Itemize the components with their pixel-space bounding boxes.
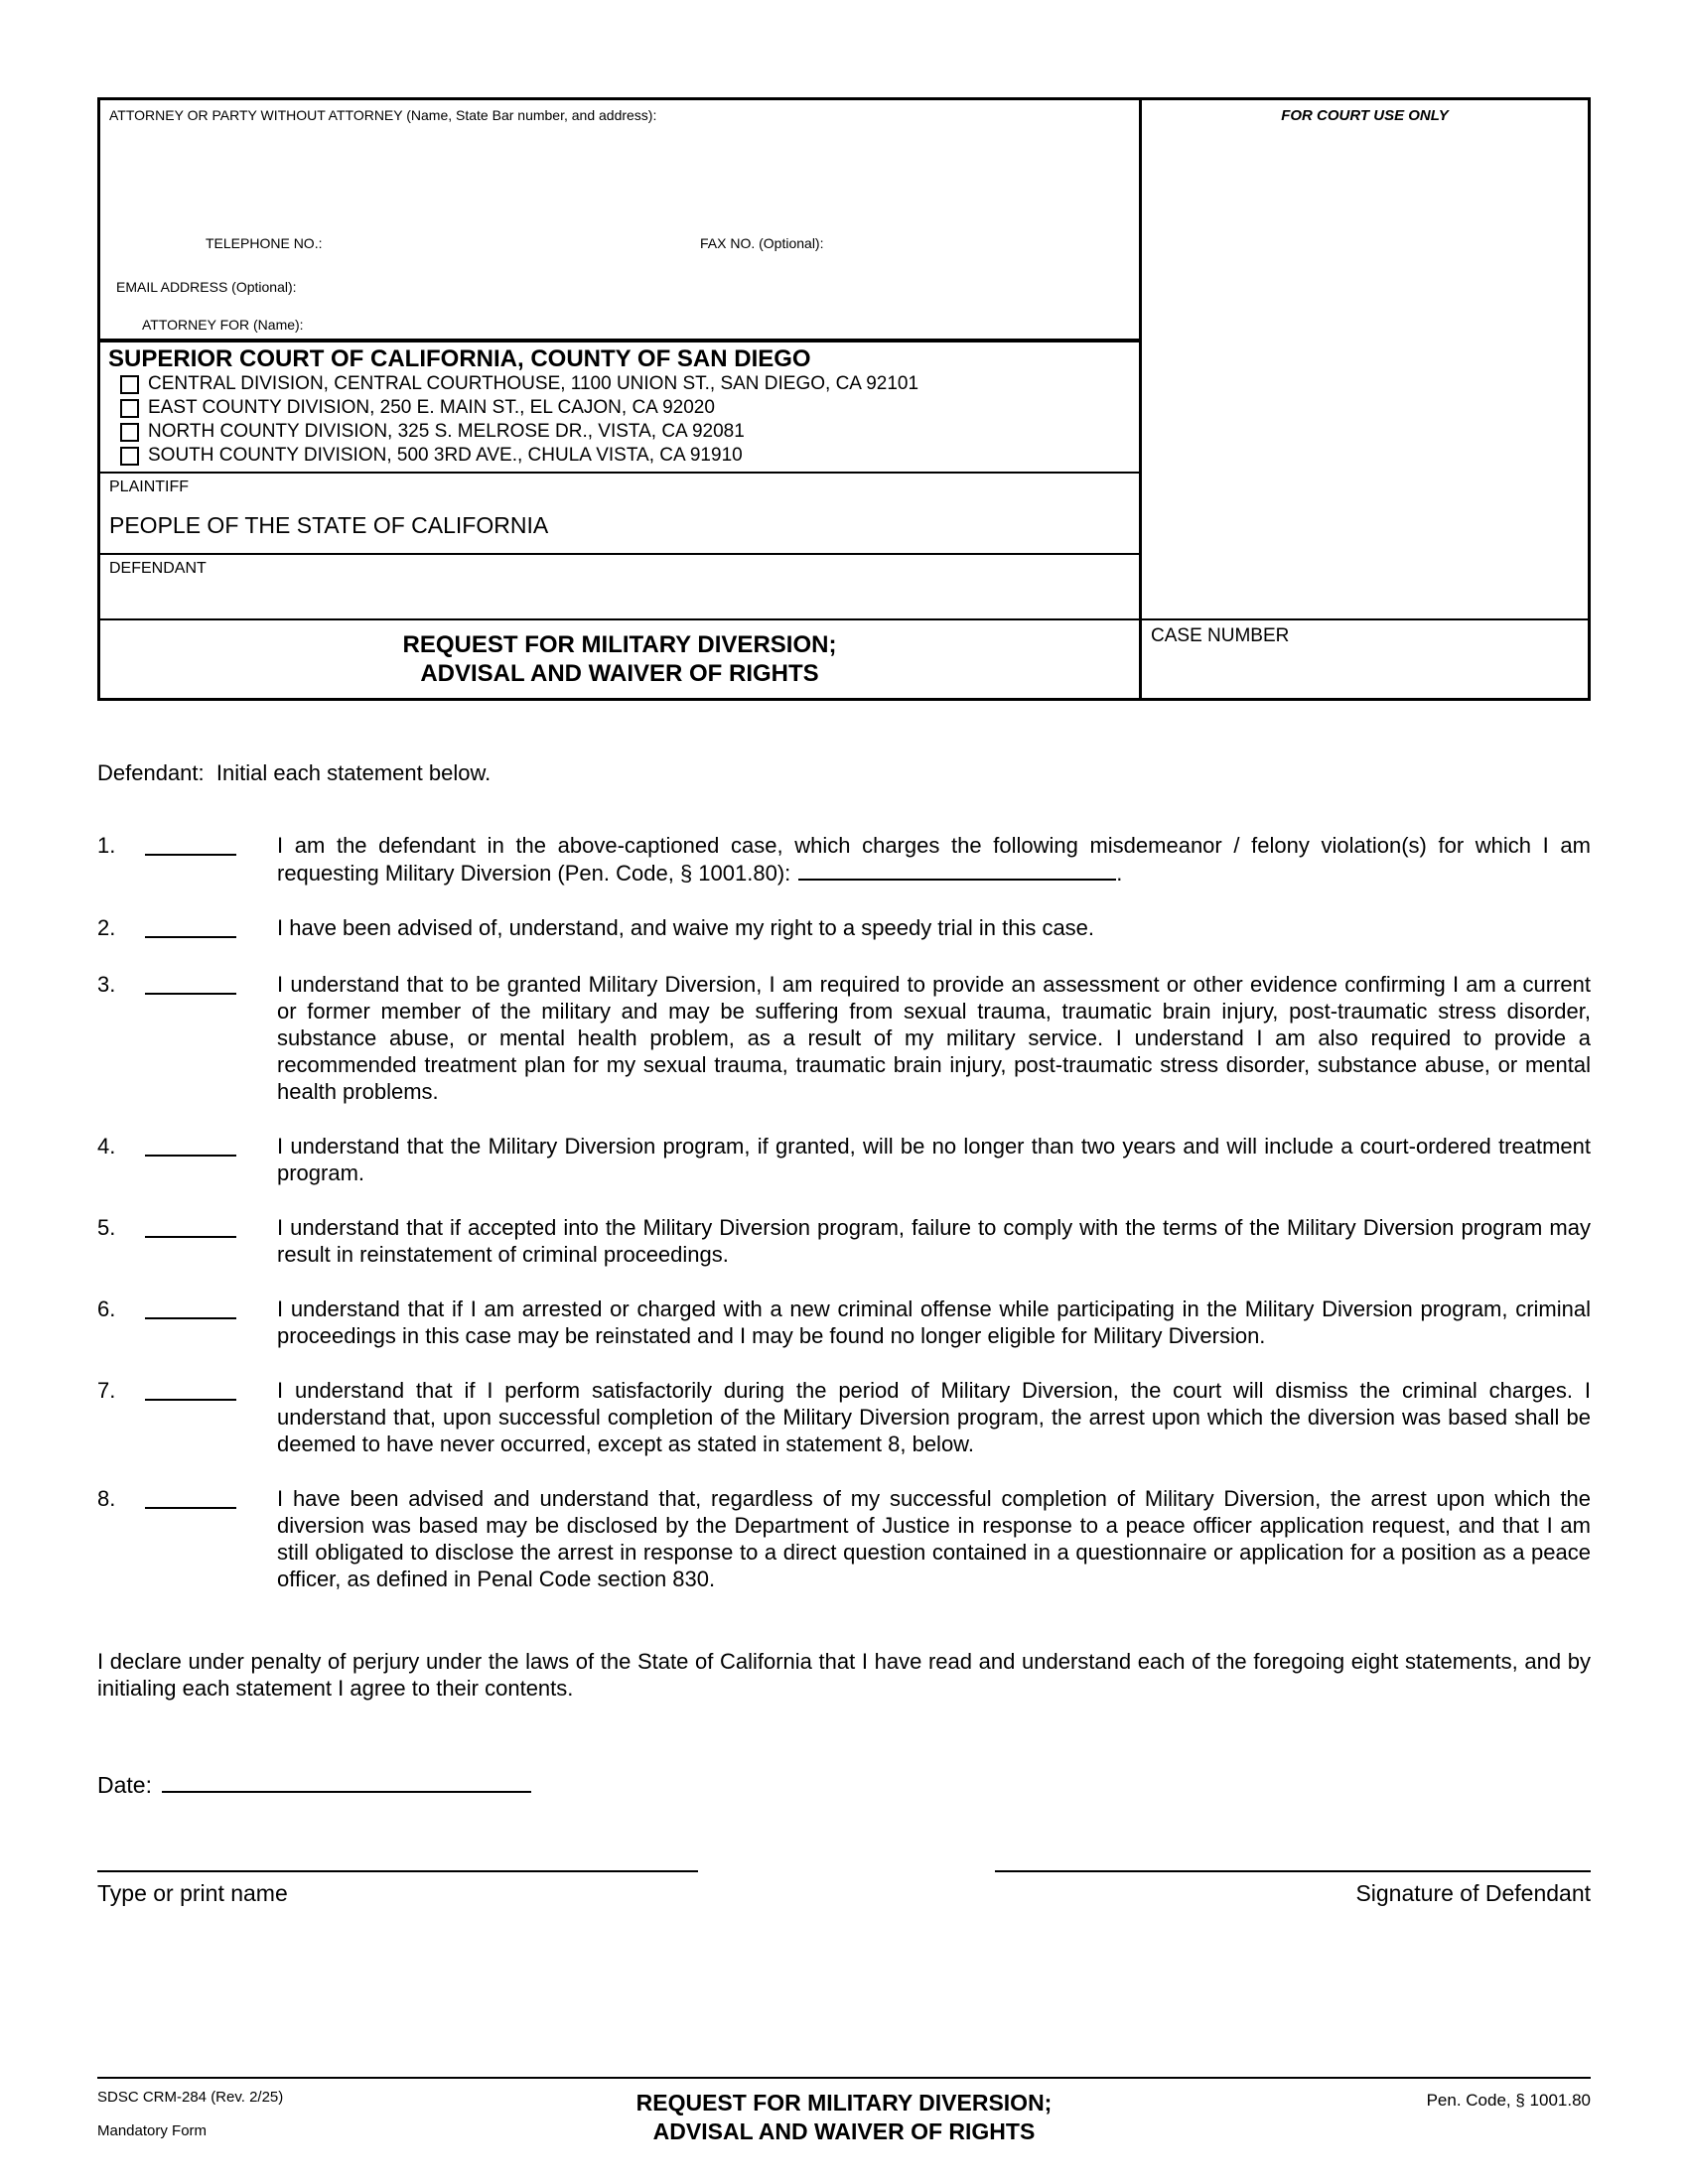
division-checkbox[interactable]: [120, 399, 139, 418]
initial-field[interactable]: [145, 1377, 236, 1401]
plaintiff-label: PLAINTIFF: [109, 478, 190, 495]
initial-cell: [145, 832, 239, 887]
footer-title-line1: REQUEST FOR MILITARY DIVERSION;: [635, 2090, 1053, 2116]
footer-form-info: [97, 2089, 405, 2139]
initial-field[interactable]: [145, 1296, 236, 1319]
email-label: EMAIL ADDRESS (Optional):: [116, 279, 297, 295]
court-use-only-box: [1139, 100, 1588, 618]
division-label: EAST COUNTY DIVISION, 250 E. MAIN ST., EL CAJON, CA 92020: [148, 397, 715, 418]
plaintiff-name: PEOPLE OF THE STATE OF CALIFORNIA: [109, 512, 549, 538]
date-label: Date:: [97, 1772, 152, 1798]
statement-text: [239, 1377, 1591, 1457]
statement-text: [239, 1133, 1591, 1186]
court-name: SUPERIOR COURT OF CALIFORNIA, COUNTY OF SAN DIEGO: [108, 345, 811, 372]
initial-field[interactable]: [145, 1214, 236, 1238]
fax-label: FAX NO. (Optional):: [700, 235, 824, 251]
plaintiff-section: [100, 472, 1139, 553]
statement-row: [97, 832, 1591, 887]
statement-body: I understand that if I perform satisfactorily during the period of Military Diversion, the court will dismiss the criminal charges. I understand that, upon successful completion of the Military Diversion program, the arrest upon which the diversion was based shall be deemed to have never occurred, except as stated in statement 8, below.: [277, 1378, 1591, 1456]
form-title-line2: ADVISAL AND WAIVER OF RIGHTS: [420, 660, 819, 687]
print-name-block: [97, 1870, 698, 1907]
court-use-only-label: FOR COURT USE ONLY: [1281, 107, 1449, 124]
initial-field[interactable]: [145, 914, 236, 938]
form-title-line1: REQUEST FOR MILITARY DIVERSION;: [402, 631, 837, 658]
statement-body: I have been advised and understand that, regardless of my successful completion of Military Diversion, the arrest upon which the diversion was based may be disclosed by the Department of Justice in response to a peace officer application request, and that I am still obligated to disclose the arrest in response to a direct question contained in a questionnaire or application for a position as a peace officer, as defined in Penal Code section 830.: [277, 1486, 1591, 1591]
defendant-section: [100, 553, 1139, 618]
initial-cell: [145, 1133, 239, 1186]
statement-number: 5.: [97, 1215, 116, 1240]
violation-field[interactable]: [798, 859, 1116, 881]
initial-cell: [145, 971, 239, 1105]
statement-row: [97, 1296, 1591, 1349]
case-number-box: [1139, 618, 1588, 698]
division-checkbox[interactable]: [120, 423, 139, 442]
attorney-label: ATTORNEY OR PARTY WITHOUT ATTORNEY (Name, State Bar number, and address):: [109, 107, 657, 123]
statement-number: 6.: [97, 1297, 116, 1321]
perjury-declaration: I declare under penalty of perjury under the laws of the State of California that I have read and understand each of the foregoing eight statements, and by initialing each statement I agree to their contents.: [97, 1649, 1591, 1701]
division-row: [108, 444, 1131, 468]
signature-field[interactable]: [995, 1870, 1591, 1872]
telephone-label: TELEPHONE NO.:: [206, 235, 323, 251]
footer-title-line2: ADVISAL AND WAIVER OF RIGHTS: [652, 2118, 1036, 2144]
statement-text: [239, 1214, 1591, 1268]
case-number-field[interactable]: [1151, 650, 1579, 694]
statement-number: 1.: [97, 833, 116, 858]
statement-body: I have been advised of, understand, and waive my right to a speedy trial in this case.: [277, 915, 1095, 940]
statements-list: [97, 832, 1591, 1592]
print-name-field[interactable]: [97, 1870, 698, 1872]
attorney-section: [100, 100, 1139, 339]
attorney-for-label: ATTORNEY FOR (Name):: [142, 317, 304, 333]
statement-body: I understand that to be granted Military Diversion, I am required to provide an assessment or other evidence confirming I am a current or former member of the military and may be suffering from sexual trauma, traumatic brain injury, post-traumatic stress disorder, substance abuse, or mental health problem, as a result of my military service. I understand I am also required to provide a recommended treatment plan for my sexual trauma, traumatic brain injury, post-traumatic stress disorder, substance abuse, or mental health problems.: [277, 972, 1591, 1104]
statement-number: 7.: [97, 1378, 116, 1403]
form-title: [100, 618, 1139, 698]
division-label: SOUTH COUNTY DIVISION, 500 3RD AVE., CHULA VISTA, CA 91910: [148, 445, 743, 466]
initial-cell: [145, 1377, 239, 1457]
footer-form-id: SDSC CRM-284 (Rev. 2/25): [97, 2089, 284, 2106]
statement-body: I understand that the Military Diversion program, if granted, will be no longer than two years and will include a court-ordered treatment program.: [277, 1134, 1591, 1185]
initial-cell: [145, 914, 239, 943]
footer-title: [405, 2089, 1283, 2146]
division-checkbox[interactable]: [120, 447, 139, 466]
statement-body: I understand that if I am arrested or charged with a new criminal offense while participating in the Military Diversion program, criminal proceedings in this case may be reinstated and I may be found no longer eligible for Military Diversion.: [277, 1297, 1591, 1348]
statement-row: [97, 1133, 1591, 1186]
statement-row: [97, 914, 1591, 943]
statement-suffix: .: [1116, 861, 1123, 886]
instruction-text: Defendant: Initial each statement below.: [97, 760, 492, 785]
footer-code-ref: Pen. Code, § 1001.80: [1426, 2091, 1591, 2110]
initial-field[interactable]: [145, 832, 236, 856]
statement-text: [239, 832, 1591, 887]
statement-text: [239, 1485, 1591, 1592]
statement-row: [97, 971, 1591, 1105]
initial-field[interactable]: [145, 1133, 236, 1157]
case-number-label: CASE NUMBER: [1151, 625, 1290, 646]
division-label: NORTH COUNTY DIVISION, 325 S. MELROSE DR., VISTA, CA 92081: [148, 421, 745, 442]
division-row: [108, 372, 1131, 396]
statement-text: [239, 1296, 1591, 1349]
initial-field[interactable]: [145, 971, 236, 995]
initial-cell: [145, 1214, 239, 1268]
signature-defendant-block: [995, 1870, 1591, 1907]
statement-body: I understand that if accepted into the Military Diversion program, failure to comply with the terms of the Military Diversion program may result in reinstatement of criminal proceedings.: [277, 1215, 1591, 1267]
date-row: [97, 1769, 1591, 1799]
initial-field[interactable]: [145, 1485, 236, 1509]
footer-mandatory: Mandatory Form: [97, 2122, 208, 2139]
statement-number: 4.: [97, 1134, 116, 1159]
statement-row: [97, 1485, 1591, 1592]
court-section: [100, 339, 1139, 472]
date-field[interactable]: [162, 1769, 531, 1793]
division-checkbox[interactable]: [120, 375, 139, 394]
initial-cell: [145, 1296, 239, 1349]
statement-number: 8.: [97, 1486, 116, 1511]
attorney-info-field[interactable]: [109, 130, 1130, 225]
statement-row: [97, 1214, 1591, 1268]
statement-text: [239, 971, 1591, 1105]
statement-number: 2.: [97, 915, 116, 940]
defendant-name-field[interactable]: [109, 581, 1130, 614]
division-row: [108, 396, 1131, 420]
signature-label: Signature of Defendant: [1355, 1880, 1591, 1906]
statement-row: [97, 1377, 1591, 1457]
defendant-label: DEFENDANT: [109, 560, 207, 577]
statement-body: I am the defendant in the above-captioned case, which charges the following misdemeanor / felony violation(s) for which I am requesting Military Diversion (Pen. Code, § 1001.80):: [277, 833, 1591, 886]
statement-text: [239, 914, 1591, 943]
division-label: CENTRAL DIVISION, CENTRAL COURTHOUSE, 1100 UNION ST., SAN DIEGO, CA 92101: [148, 373, 919, 394]
division-list: [108, 372, 1131, 468]
form-header: [97, 97, 1591, 701]
page-footer: [97, 2077, 1591, 2146]
statement-number: 3.: [97, 972, 116, 997]
signature-block: [97, 1870, 1591, 1907]
print-name-label: Type or print name: [97, 1880, 288, 1906]
initial-cell: [145, 1485, 239, 1592]
division-row: [108, 420, 1131, 444]
